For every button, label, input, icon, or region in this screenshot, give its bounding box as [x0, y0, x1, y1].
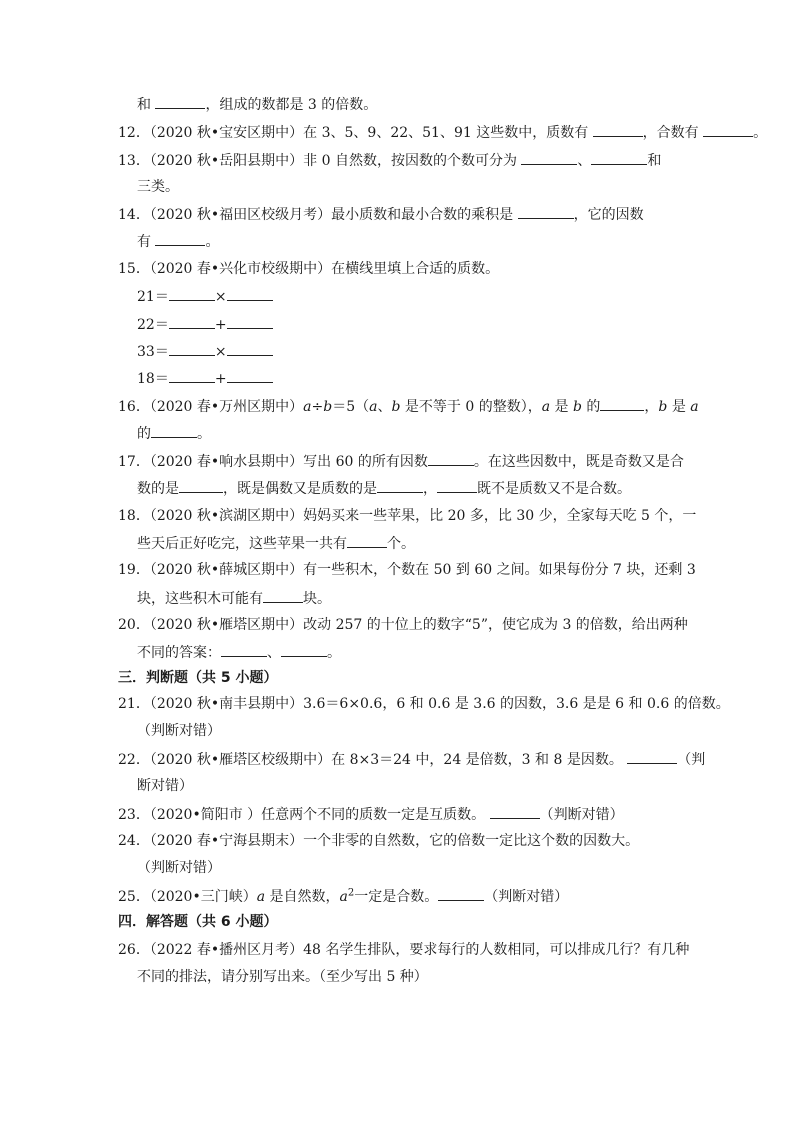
text: 块。 — [303, 591, 331, 607]
answer-blank[interactable] — [263, 588, 303, 603]
equation-1 — [137, 286, 273, 307]
answer-blank[interactable] — [518, 204, 574, 219]
text: 有 — [137, 234, 151, 250]
text: 些天后正好吃完，这些苹果一共有 — [137, 536, 347, 552]
text: 是 — [550, 399, 573, 415]
question-text: 26．（2022 春•播州区月考）48 名学生排队，要求每行的人数相同，可以排成几行？有几种 — [118, 942, 690, 958]
text: 是自然数， — [265, 889, 340, 905]
answer-blank[interactable] — [600, 396, 644, 411]
answer-blank[interactable] — [627, 749, 677, 764]
question-13-cont — [137, 177, 179, 197]
text: 的 — [581, 399, 601, 415]
text: 21＝ — [137, 289, 169, 305]
text: 。 — [197, 426, 211, 442]
question-19 — [118, 560, 696, 580]
var-a: a — [256, 889, 266, 905]
var-a: a — [541, 399, 551, 415]
answer-blank[interactable] — [169, 341, 215, 356]
text: 个。 — [387, 536, 415, 552]
var-a: a — [303, 399, 312, 415]
answer-blank[interactable] — [227, 286, 273, 301]
text: 块，这些积木可能有 — [137, 591, 263, 607]
question-20 — [118, 615, 688, 635]
text: （判断对错） — [137, 860, 221, 876]
answer-blank[interactable] — [377, 478, 423, 493]
answer-blank[interactable] — [155, 94, 205, 109]
answer-blank[interactable] — [281, 642, 327, 657]
text: 22＝ — [137, 317, 169, 333]
text: 、 — [377, 399, 392, 415]
text: （判断对错） — [137, 723, 221, 739]
question-22 — [118, 749, 705, 770]
question-text: 20．（2020 秋•雁塔区期中）改动 257 的十位上的数字“5”，使它成为 3 的倍数，给出两种 — [118, 617, 688, 633]
section-heading-judgment — [118, 668, 278, 688]
question-17-cont — [137, 478, 631, 499]
text: + — [214, 371, 227, 387]
equation-3 — [137, 341, 273, 362]
text: 断对错） — [137, 778, 193, 794]
text: ， — [644, 399, 659, 415]
text: 是不等于 0 的整数）， — [400, 399, 542, 415]
section-title: 四．解答题（共 6 小题） — [118, 914, 278, 930]
question-16-cont — [137, 423, 211, 444]
text: ，既是偶数又是质数的是 — [223, 481, 377, 497]
var-b: b — [391, 399, 401, 415]
question-text: 17．（2020 春•响水县期中）写出 60 的所有因数 — [118, 454, 428, 470]
text: ， — [423, 481, 437, 497]
answer-blank[interactable] — [169, 286, 215, 301]
question-14-cont — [137, 231, 219, 252]
answer-blank[interactable] — [490, 804, 540, 819]
answer-blank[interactable] — [437, 478, 477, 493]
question-21-cont — [137, 721, 221, 741]
text: 的 — [137, 426, 151, 442]
answer-blank[interactable] — [155, 231, 205, 246]
q11-continuation — [137, 94, 377, 115]
question-17 — [118, 451, 684, 472]
text: 不同的排法，请分别写出来。（至少写出 5 种） — [137, 969, 428, 985]
text: （判断对错） — [484, 889, 569, 905]
section-title: 三．判断题（共 5 小题） — [118, 670, 278, 686]
answer-blank[interactable] — [703, 122, 753, 137]
section-heading-answers — [118, 912, 278, 932]
text: 、 — [267, 645, 281, 661]
question-text: 15．（2020 春•兴化市校级期中）在横线里填上合适的质数。 — [118, 261, 500, 277]
answer-blank[interactable] — [347, 533, 387, 548]
question-26-cont — [137, 967, 428, 987]
text: 既不是质数又不是合数。 — [477, 481, 631, 497]
question-text: 16．（2020 春•万州区期中） — [118, 399, 304, 415]
question-20-cont — [137, 642, 341, 663]
question-text: 25．（2020•三门峡） — [118, 889, 257, 905]
text: × — [214, 289, 227, 305]
text: 。 — [205, 234, 220, 250]
var-b: b — [323, 399, 333, 415]
answer-blank[interactable] — [169, 314, 215, 329]
question-text: 24．（2020 春•宁海县期末）一个非零的自然数，它的倍数一定比这个数的因数大。 — [118, 833, 640, 849]
text: 和 — [647, 153, 662, 169]
text: 、 — [577, 153, 592, 169]
question-21 — [118, 694, 730, 714]
question-16 — [118, 396, 699, 417]
answer-blank[interactable] — [179, 478, 223, 493]
exponent: 2 — [347, 887, 355, 899]
text: 33＝ — [137, 344, 169, 360]
question-18 — [118, 506, 696, 526]
equation-2 — [137, 314, 273, 335]
question-26 — [118, 940, 689, 960]
text: 不同的答案： — [137, 645, 221, 661]
question-text: 21．（2020 秋•南丰县期中）3.6＝6×0.6，6 和 0.6 是 3.6 的因数，3.6 是是 6 和 0.6 的倍数。 — [118, 696, 730, 712]
text: ，它的因数 — [573, 207, 644, 223]
answer-blank[interactable] — [227, 314, 273, 329]
question-24-cont — [137, 858, 221, 878]
question-24 — [118, 831, 639, 851]
answer-blank[interactable] — [428, 451, 474, 466]
text: 数的是 — [137, 481, 179, 497]
text: 。 — [327, 645, 341, 661]
question-25 — [118, 886, 568, 907]
question-text: 13．（2020 秋•岳阳县期中）非 0 自然数，按因数的个数可分为 — [118, 153, 517, 169]
question-text: 23．（2020•简阳市 ）任意两个不同的质数一定是互质数。 — [118, 807, 486, 823]
text: 18＝ — [137, 371, 169, 387]
text: ，组成的数都是 3 的倍数。 — [205, 97, 378, 113]
text: 和 — [137, 97, 151, 113]
text: ÷ — [311, 399, 324, 415]
var-a: a — [690, 399, 699, 415]
answer-blank[interactable] — [227, 368, 273, 383]
text: 一定是合数。 — [354, 889, 439, 905]
question-text: 14．（2020 秋•福田区校级月考）最小质数和最小合数的乘积是 — [118, 207, 514, 223]
question-12 — [118, 122, 767, 143]
question-15 — [118, 259, 499, 279]
text: 三类。 — [137, 179, 179, 195]
text: 。在这些因数中，既是奇数又是合 — [473, 454, 684, 470]
answer-blank[interactable] — [227, 341, 273, 356]
question-18-cont — [137, 533, 415, 554]
text: 是 — [667, 399, 691, 415]
text: + — [214, 317, 227, 333]
answer-blank[interactable] — [221, 642, 267, 657]
question-text: 22．（2020 秋•雁塔区校级期中）在 8×3＝24 中，24 是倍数，3 和 8 是因数。 — [118, 752, 623, 768]
question-text: 12．（2020 秋•宝安区期中）在 3、5、9、22、51、91 这些数中，质数有 — [118, 125, 589, 141]
var-a: a — [339, 889, 348, 905]
text: ＝5（ — [332, 399, 370, 415]
var-a: a — [369, 399, 378, 415]
question-13 — [118, 150, 661, 171]
var-b: b — [573, 399, 582, 415]
question-23 — [118, 804, 624, 825]
answer-blank[interactable] — [438, 886, 484, 901]
answer-blank[interactable] — [593, 122, 643, 137]
answer-blank[interactable] — [521, 150, 577, 165]
question-14 — [118, 204, 644, 225]
answer-blank[interactable] — [591, 150, 647, 165]
question-19-cont — [137, 588, 331, 609]
var-b: b — [658, 399, 668, 415]
text: × — [214, 344, 227, 360]
answer-blank[interactable] — [151, 423, 197, 438]
equation-4 — [137, 368, 273, 389]
answer-blank[interactable] — [169, 368, 215, 383]
text: ，合数有 — [642, 125, 699, 141]
question-text: 19．（2020 秋•薛城区期中）有一些积木，个数在 50 到 60 之间。如果每份分 7 块，还剩 3 — [118, 562, 696, 578]
question-22-cont — [137, 776, 193, 796]
question-text: 18．（2020 秋•滨湖区期中）妈妈买来一些苹果，比 20 多，比 30 少，全家每天吃 5 个，一 — [118, 508, 697, 524]
text: （判断对错） — [539, 807, 624, 823]
text: 。 — [753, 125, 768, 141]
text: （判 — [677, 752, 706, 768]
